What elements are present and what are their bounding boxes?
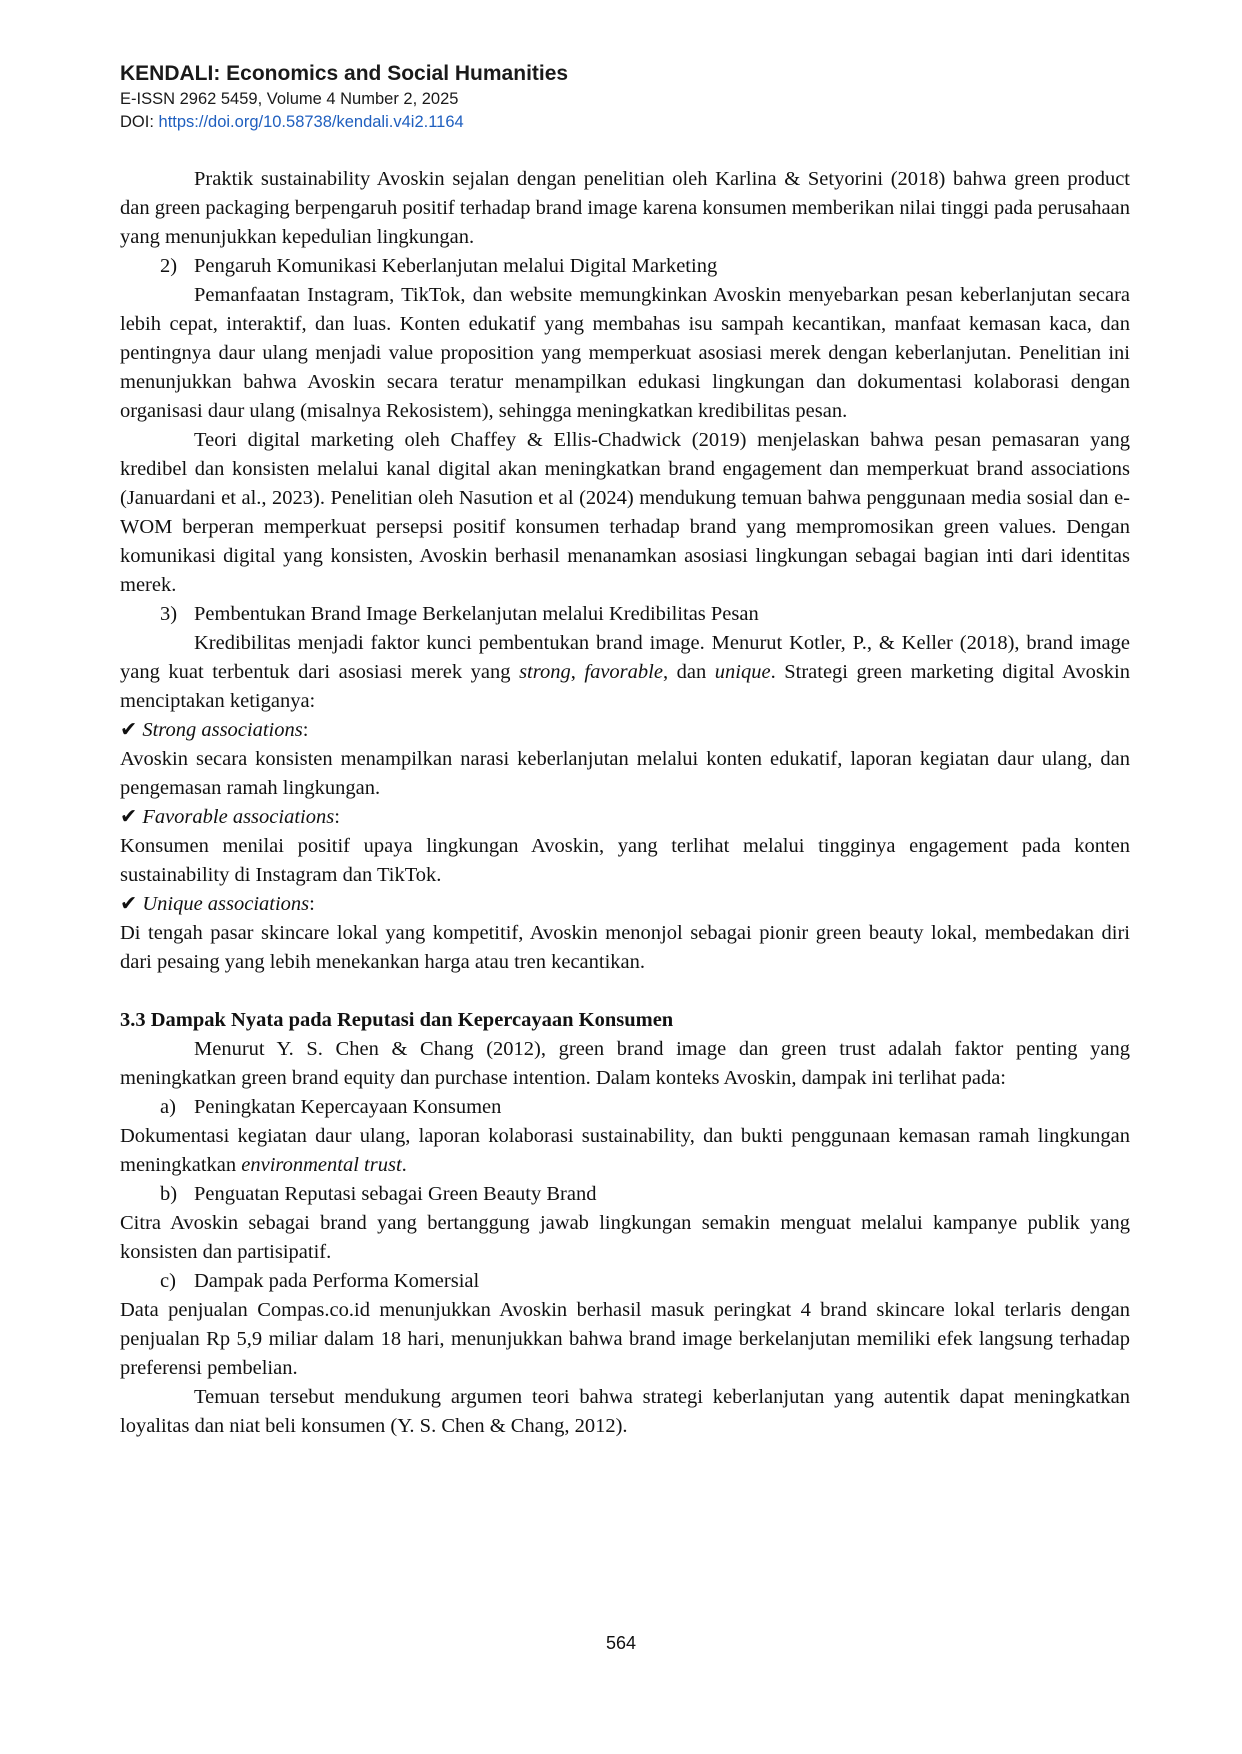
check-label: Favorable associations — [142, 806, 335, 828]
check-label: Unique associations — [142, 893, 310, 915]
italic-term: environmental trust — [241, 1154, 402, 1176]
lettered-item-c — [160, 1267, 1130, 1296]
check-icon: ✔ — [120, 719, 138, 741]
italic-term: unique — [714, 661, 771, 683]
text-run: , dan — [662, 661, 715, 683]
check-item-favorable — [120, 803, 1130, 832]
numbered-item-2 — [160, 252, 1130, 281]
list-marker: 2) — [160, 255, 178, 277]
journal-header — [120, 60, 568, 134]
colon: : — [302, 719, 309, 741]
check-item-text: Konsumen menilai positif upaya lingkungan Avoskin, yang terlihat melalui tingginya engagement pada konten sustainability di Instagram dan TikTok. — [120, 835, 1130, 886]
numbered-item-3 — [160, 600, 1130, 629]
list-item-title: Peningkatan Kepercayaan Konsumen — [194, 1096, 502, 1118]
article-body — [120, 165, 1130, 1441]
list-item-text: Citra Avoskin sebagai brand yang bertanggung jawab lingkungan semakin menguat melalui kampanye publik yang konsisten dan partisipatif. — [120, 1212, 1130, 1263]
paragraph — [120, 629, 1130, 716]
paragraph: Pemanfaatan Instagram, TikTok, dan website memungkinkan Avoskin menyebarkan pesan keberlanjutan secara lebih cepat, interaktif, dan luas. Konten edukatif yang membahas isu sampah kecantikan, manfaat kemasan kaca, dan pentingnya daur ulang menjadi value proposition yang memperkuat asosiasi merek dengan keberlanjutan. Penelitian ini menunjukkan bahwa Avoskin secara teratur menampilkan edukasi lingkungan dan dokumentasi kolaborasi dengan organisasi daur ulang (misalnya Rekosistem), sehingga meningkatkan kredibilitas pesan. — [120, 284, 1130, 422]
list-item-text — [120, 1122, 1130, 1180]
paragraph: Temuan tersebut mendukung argumen teori bahwa strategi keberlanjutan yang autentik dapat meningkatkan loyalitas dan niat beli konsumen (Y. S. Chen & Chang, 2012). — [120, 1386, 1130, 1437]
list-marker: c) — [160, 1270, 176, 1292]
paragraph: Praktik sustainability Avoskin sejalan dengan penelitian oleh Karlina & Setyorini (2018) bahwa green product dan green packaging berpengaruh positif terhadap brand image karena konsumen memberikan nilai tinggi pada perusahaan yang menunjukkan kepedulian lingkungan. — [120, 168, 1130, 248]
list-item-title: Pembentukan Brand Image Berkelanjutan melalui Kredibilitas Pesan — [194, 603, 759, 625]
doi-label: DOI: — [120, 113, 159, 131]
lettered-item-b — [160, 1180, 1130, 1209]
list-marker: 3) — [160, 603, 178, 625]
paragraph: Teori digital marketing oleh Chaffey & Ellis-Chadwick (2019) menjelaskan bahwa pesan pemasaran yang kredibel dan konsisten melalui kanal digital akan meningkatkan brand engagement dan memperkuat brand associations (Januardani et al., 2023). Penelitian oleh Nasution et al (2024) mendukung temuan bahwa penggunaan media sosial dan e-WOM berperan memperkuat persepsi positif konsumen terhadap brand yang mempromosikan green values. Dengan komunikasi digital yang konsisten, Avoskin berhasil menanamkan asosiasi lingkungan sebagai bagian inti dari identitas merek. — [120, 429, 1130, 596]
italic-term: strong — [519, 661, 571, 683]
issn-line: E-ISSN 2962 5459, Volume 4 Number 2, 2025 — [120, 90, 459, 108]
colon: : — [309, 893, 315, 915]
text-run: , — [570, 661, 585, 683]
text-run: Kredibilitas menjadi faktor kunci pembentukan brand image. Menurut Kotler, P., & Keller (2018), brand image yang kuat terbentuk dari asosiasi merek yang — [120, 632, 1130, 683]
check-label: Strong associations — [142, 719, 303, 741]
italic-term: favorable — [584, 661, 663, 683]
page-number: 564 — [605, 1633, 637, 1653]
list-item-title: Pengaruh Komunikasi Keberlanjutan melalui Digital Marketing — [194, 255, 718, 277]
check-icon: ✔ — [120, 806, 138, 828]
lettered-item-a — [160, 1093, 1130, 1122]
check-item-text: Di tengah pasar skincare lokal yang kompetitif, Avoskin menonjol sebagai pionir green beauty lokal, membedakan diri dari pesaing yang lebih menekankan harga atau tren kecantikan. — [120, 922, 1130, 973]
check-item-unique — [120, 890, 1130, 919]
check-item-text: Avoskin secara konsisten menampilkan narasi keberlanjutan melalui konten edukatif, laporan kegiatan daur ulang, dan pengemasan ramah lingkungan. — [120, 748, 1130, 799]
paragraph: Menurut Y. S. Chen & Chang (2012), green brand image dan green trust adalah faktor penting yang meningkatkan green brand equity dan purchase intention. Dalam konteks Avoskin, dampak ini terlihat pada: — [120, 1038, 1130, 1089]
text-run: . Strategi green marketing digital Avoskin menciptakan ketiganya: — [120, 661, 1130, 712]
list-item-text: Data penjualan Compas.co.id menunjukkan Avoskin berhasil masuk peringkat 4 brand skincare lokal terlaris dengan penjualan Rp 5,9 miliar dalam 18 hari, menunjukkan bahwa brand image berkelanjutan memiliki efek langsung terhadap preferensi pembelian. — [120, 1299, 1130, 1379]
list-marker: a) — [160, 1096, 176, 1118]
doi-link[interactable]: https://doi.org/10.58738/kendali.v4i2.1164 — [158, 113, 464, 131]
colon: : — [334, 806, 340, 828]
doi-line — [120, 111, 568, 134]
journal-title: KENDALI: Economics and Social Humanities — [120, 62, 569, 85]
list-marker: b) — [160, 1183, 178, 1205]
check-item-strong — [120, 716, 1130, 745]
check-icon: ✔ — [120, 893, 138, 915]
text-run: . — [401, 1154, 407, 1176]
text-run: Dokumentasi kegiatan daur ulang, laporan kolaborasi sustainability, dan bukti penggunaan kemasan ramah lingkungan meningkatkan — [120, 1125, 1130, 1176]
list-item-title: Dampak pada Performa Komersial — [194, 1270, 480, 1292]
section-heading: 3.3 Dampak Nyata pada Reputasi dan Kepercayaan Konsumen — [120, 1009, 674, 1031]
list-item-title: Penguatan Reputasi sebagai Green Beauty Brand — [194, 1183, 597, 1205]
